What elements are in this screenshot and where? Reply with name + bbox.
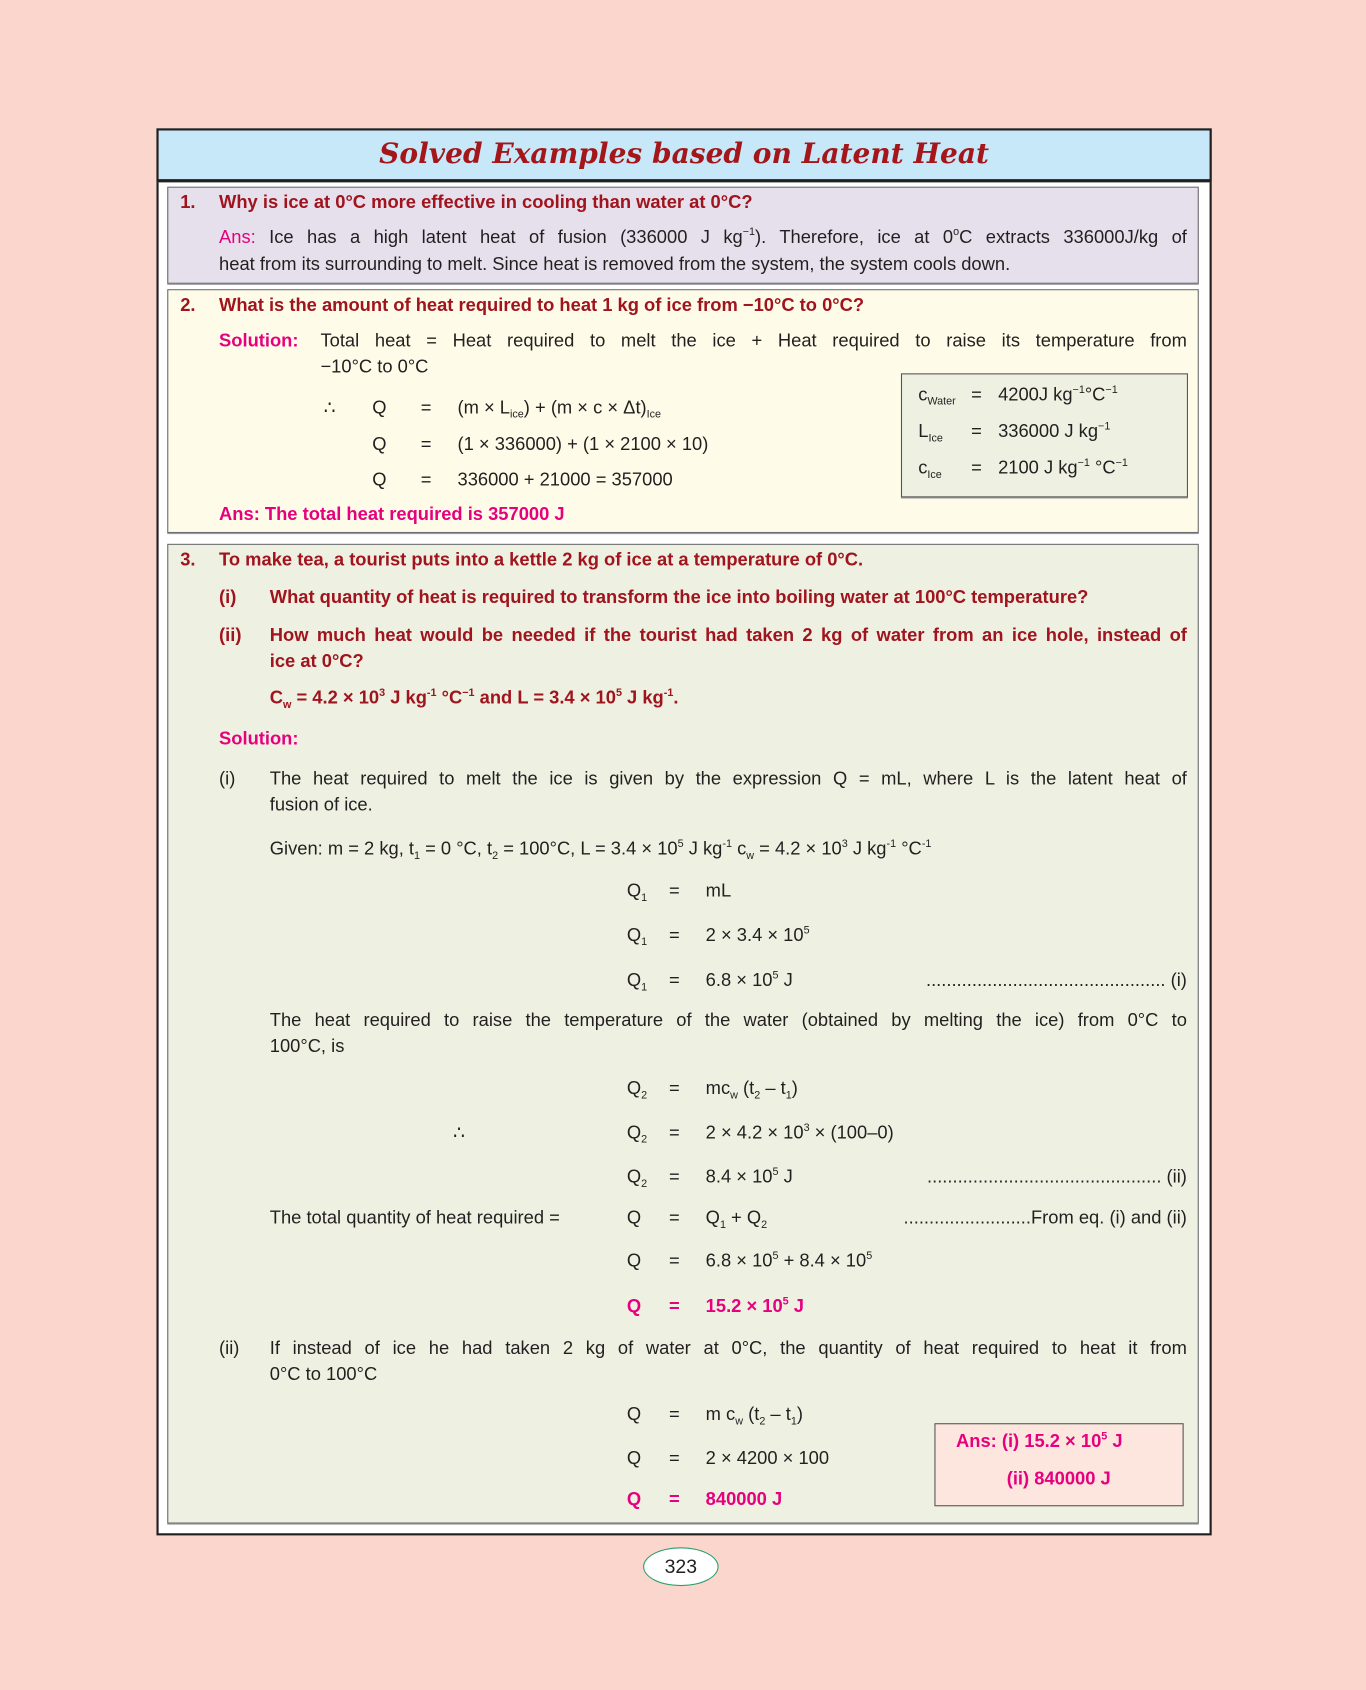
equation-rhs — [706, 1121, 894, 1145]
equation-rhs — [706, 1249, 873, 1273]
text-fragment: J kg — [385, 687, 427, 708]
equation-eq: = — [668, 1489, 680, 1510]
superscript: 3 — [841, 838, 848, 851]
equation-eq: = — [668, 1295, 680, 1317]
text-fragment: heat from its surrounding to melt. Since heat is removed from the system, the system cools down. — [219, 253, 1011, 275]
equation-rhs — [998, 456, 1128, 480]
superscript: 5 — [615, 687, 622, 700]
text-fragment: J — [1107, 1430, 1123, 1452]
superscript: 5 — [772, 1166, 779, 1179]
text-fragment: = 0 °C, t — [420, 838, 493, 859]
equation-lhs — [627, 1165, 647, 1189]
subscript: 2 — [641, 1178, 648, 1191]
text-fragment: Given: m = 2 kg, t — [269, 838, 415, 859]
text-fragment: ). Therefore, ice at 0 — [755, 226, 954, 248]
page-title: Solved Examples based on Latent Heat — [379, 138, 990, 171]
equation-eq: = — [668, 1207, 680, 1228]
superscript: -1 — [426, 687, 437, 700]
equation-reference: .............................................. (ii) — [926, 1166, 1187, 1187]
superscript: 5 — [1101, 1430, 1108, 1443]
text-fragment: Q — [626, 1295, 642, 1317]
text-fragment: Ice has a high latent heat of fusion (336000 J kg — [255, 226, 743, 248]
equation-eq: = — [668, 1403, 680, 1425]
subscript: Ice — [646, 408, 662, 421]
part-ii-line-1 — [270, 1337, 1187, 1361]
text-fragment: L — [918, 420, 929, 442]
equation-rhs — [457, 396, 661, 420]
subscript: 1 — [414, 850, 421, 863]
text-fragment: Total heat = Heat required to melt the ice + Heat required to raise its temperature from — [320, 330, 1187, 351]
text-fragment: °C — [1084, 384, 1106, 405]
equation-rhs — [457, 433, 708, 457]
equation-lhs — [627, 1447, 641, 1471]
text-fragment: 4200J kg — [998, 384, 1073, 405]
subscript: 2 — [641, 1134, 648, 1146]
text-fragment: What is the amount of heat required to heat 1 kg of ice from −10°C to 0°C? — [219, 294, 865, 316]
text-fragment: Why is ice at 0°C more effective in cooling than water at 0°C? — [219, 192, 753, 213]
text-fragment: −10°C to 0°C — [320, 356, 429, 377]
text-fragment: (t — [743, 1403, 760, 1425]
subscript: Ice — [928, 432, 943, 445]
title-band — [156, 128, 1211, 182]
equation-eq: = — [420, 397, 432, 418]
text-fragment: m c — [705, 1403, 736, 1425]
text-fragment: If instead of ice he had taken 2 kg of water at 0°C, the quantity of heat required to heat it from — [269, 1337, 1187, 1359]
answer-box-line-1 — [956, 1430, 1123, 1454]
part-label: (ii) — [219, 1337, 240, 1359]
superscript: −1 — [1072, 384, 1085, 396]
part-ii-line-2 — [270, 1363, 377, 1387]
superscript: 3 — [803, 1122, 810, 1135]
text-fragment: Q — [372, 433, 387, 455]
subscript: 1 — [719, 1219, 726, 1232]
equation-lhs — [918, 456, 942, 480]
text-fragment: 2 × 4.2 × 10 — [705, 1122, 804, 1143]
sub-question-ii-line-2 — [270, 650, 364, 674]
text-fragment: = 4.2 × 10 — [754, 838, 842, 859]
text-fragment: and L = 3.4 × 10 — [474, 687, 616, 708]
equation-eq: = — [668, 1250, 680, 1272]
text-fragment: 15.2 × 10 — [705, 1295, 783, 1317]
text-fragment: 2 × 3.4 × 10 — [705, 924, 804, 946]
text-fragment: Q — [626, 1077, 642, 1099]
text-fragment: – t — [765, 1403, 791, 1425]
text-fragment: = 4.2 × 10 — [291, 687, 380, 708]
equation-eq: = — [668, 1166, 680, 1187]
text-fragment: How much heat would be needed if the tourist had taken 2 kg of water from an ice hole, instead of — [269, 624, 1187, 646]
text-fragment: J kg — [683, 838, 723, 859]
equation-lhs — [372, 433, 386, 457]
therefore-symbol: ∴ — [323, 397, 336, 418]
subscript: w — [730, 1089, 738, 1102]
equation-rhs — [706, 1165, 793, 1189]
superscript: -1 — [722, 838, 732, 851]
part-i-line-1 — [270, 767, 1187, 791]
subscript: Water — [927, 395, 956, 408]
text-fragment: Q — [626, 1122, 642, 1143]
equation-eq: = — [668, 924, 680, 946]
text-fragment: . — [673, 687, 679, 708]
text-fragment: Q — [626, 1489, 642, 1510]
subscript: w — [283, 699, 292, 712]
subscript: 1 — [641, 981, 648, 994]
text-fragment: (ii) 840000 J — [1006, 1468, 1111, 1490]
text-fragment: J — [778, 1166, 793, 1187]
text-fragment: ice at 0°C? — [269, 650, 364, 672]
equation-eq: = — [668, 1122, 680, 1143]
subscript: 2 — [641, 1089, 648, 1102]
example-number: 2. — [180, 294, 196, 316]
part-label: (i) — [219, 768, 236, 789]
solution-label: Solution: — [219, 330, 299, 351]
text-fragment: Q — [626, 1448, 642, 1469]
equation-rhs — [457, 468, 672, 492]
text-fragment: – t — [760, 1077, 786, 1099]
equation-rhs — [706, 1077, 798, 1101]
equation-lhs — [627, 1206, 641, 1230]
therefore-symbol: ∴ — [453, 1122, 465, 1143]
equation-lhs — [627, 1295, 641, 1319]
example-1-question — [219, 191, 752, 215]
equation-eq: = — [668, 880, 680, 901]
superscript: o — [953, 226, 960, 239]
superscript: 5 — [782, 1295, 789, 1308]
text-fragment: ) — [791, 1077, 798, 1099]
example-number: 3. — [180, 549, 196, 570]
example-number: 1. — [180, 192, 196, 213]
subscript: Ice — [927, 469, 942, 482]
equation-rhs — [706, 1488, 783, 1512]
text-fragment: Q — [372, 469, 387, 490]
text-fragment: 6.8 × 10 — [705, 1250, 773, 1272]
text-fragment: °C — [436, 687, 463, 708]
sub-question-label: (ii) — [219, 624, 242, 646]
equation-eq: = — [668, 1077, 680, 1099]
text-fragment: J — [788, 1295, 804, 1317]
solution-line-1 — [320, 329, 1186, 353]
superscript: −1 — [462, 687, 475, 700]
superscript: −1 — [1077, 457, 1090, 470]
example-3-question — [219, 548, 863, 572]
text-fragment: × (100–0) — [809, 1122, 894, 1143]
subscript: w — [735, 1415, 744, 1428]
subscript: w — [746, 850, 755, 863]
equation-lhs — [627, 1403, 641, 1427]
equation-eq: = — [971, 420, 982, 442]
equation-eq: = — [971, 457, 982, 478]
subscript: ice — [509, 408, 524, 421]
equation-lhs — [627, 879, 647, 903]
equation-rhs — [706, 1447, 829, 1471]
text-fragment: Q — [626, 1250, 642, 1272]
text-fragment: 336000 J kg — [998, 420, 1099, 442]
equation-lhs — [372, 468, 386, 492]
text-fragment: c — [918, 384, 928, 405]
total-heat-label: The total quantity of heat required = — [269, 1207, 560, 1228]
example-2-answer: Ans: The total heat required is 357000 J — [219, 503, 565, 525]
superscript: 5 — [772, 1250, 779, 1263]
equation-reference: .........................From eq. (i) and (ii) — [903, 1207, 1187, 1228]
example-2-question — [219, 293, 864, 317]
text-fragment: Q — [705, 1207, 720, 1228]
text-fragment: Q — [626, 1403, 642, 1425]
text-fragment: (1 × 336000) + (1 × 2100 × 10) — [457, 433, 709, 455]
equation-rhs — [706, 879, 731, 903]
text-fragment: c — [731, 838, 747, 859]
equation-rhs — [998, 383, 1118, 407]
superscript: -1 — [663, 687, 674, 700]
text-fragment: (t — [737, 1077, 755, 1099]
equation-rhs — [706, 969, 793, 993]
superscript: 3 — [379, 687, 386, 700]
equation-lhs — [627, 924, 647, 948]
equation-eq: = — [420, 433, 432, 455]
equation-eq: = — [668, 970, 680, 991]
superscript: -1 — [886, 838, 897, 851]
text-fragment: (m × L — [457, 397, 510, 418]
part-i-line-2 — [270, 793, 373, 817]
superscript: 5 — [772, 970, 779, 982]
superscript: 5 — [803, 924, 810, 937]
superscript: 5 — [677, 838, 684, 851]
answer-text — [256, 227, 1187, 248]
superscript: -1 — [921, 838, 932, 851]
subscript: 1 — [641, 892, 648, 905]
text-fragment: J kg — [621, 687, 664, 708]
text-fragment: 0°C to 100°C — [269, 1363, 378, 1385]
superscript: −1 — [742, 226, 756, 239]
text-fragment: °C — [1089, 457, 1116, 478]
paragraph-line-1 — [270, 1009, 1187, 1033]
text-fragment: fusion of ice. — [269, 794, 373, 815]
text-fragment: 840000 J — [705, 1489, 783, 1510]
text-fragment: ) + (m × c × Δt) — [523, 397, 647, 418]
equation-lhs — [627, 1249, 641, 1273]
subscript: 2 — [754, 1089, 761, 1102]
text-fragment: mL — [705, 880, 732, 901]
given-constants — [270, 686, 679, 710]
text-fragment: Q — [626, 880, 642, 901]
text-fragment: °C — [896, 838, 922, 859]
page-number: 323 — [643, 1547, 719, 1586]
text-fragment: J kg — [847, 838, 887, 859]
answer-label: Ans: — [219, 226, 256, 248]
text-fragment: Q — [372, 397, 387, 418]
superscript: 5 — [866, 1250, 873, 1263]
text-fragment: Q — [626, 924, 642, 946]
text-fragment: ) — [796, 1403, 803, 1425]
example-1-answer-line-1 — [219, 226, 1187, 250]
equation-lhs — [918, 383, 956, 407]
text-fragment: C — [269, 687, 284, 708]
text-fragment: 100°C, is — [269, 1035, 345, 1057]
subscript: 1 — [790, 1415, 797, 1428]
text-fragment: To make tea, a tourist puts into a kettle 2 kg of ice at a temperature of 0°C. — [219, 549, 864, 570]
text-fragment: Q — [626, 1207, 642, 1228]
equation-rhs — [706, 1295, 804, 1319]
text-fragment: 2100 J kg — [998, 457, 1078, 478]
superscript: −1 — [1115, 457, 1128, 470]
paragraph-line-2 — [270, 1035, 345, 1059]
equation-lhs — [918, 420, 943, 444]
equation-lhs — [627, 969, 647, 993]
equation-eq: = — [420, 469, 432, 490]
equation-rhs — [706, 1403, 803, 1427]
text-fragment: + 8.4 × 10 — [778, 1250, 867, 1272]
equation-lhs — [627, 1121, 647, 1145]
text-fragment: 8.4 × 10 — [705, 1166, 773, 1187]
superscript: −1 — [1098, 420, 1111, 433]
text-fragment: = 100°C, L = 3.4 × 10 — [498, 838, 678, 859]
solution-line-2 — [320, 355, 428, 379]
answer-box-line-2 — [1007, 1467, 1111, 1491]
subscript: 2 — [761, 1219, 768, 1232]
text-fragment: 336000 + 21000 = 357000 — [457, 469, 673, 490]
text-fragment: Ans: (i) 15.2 × 10 — [955, 1430, 1102, 1452]
equation-rhs — [706, 1206, 767, 1230]
text-fragment: What quantity of heat is required to transform the ice into boiling water at 100°C temperature? — [269, 586, 1089, 608]
given-values — [270, 837, 932, 861]
equation-reference: ............................................... (i) — [925, 970, 1187, 991]
equation-eq: = — [668, 1448, 680, 1469]
equation-lhs — [627, 1077, 647, 1101]
superscript: −1 — [1105, 384, 1118, 396]
equation-lhs — [627, 1488, 641, 1512]
example-1-answer-line-2 — [219, 252, 1010, 276]
sub-question-label: (i) — [219, 586, 237, 608]
equation-rhs — [998, 420, 1110, 444]
text-fragment: 2 × 4200 × 100 — [705, 1448, 830, 1469]
text-fragment: c — [918, 457, 928, 478]
text-fragment: C extracts 336000J/kg of — [959, 226, 1187, 248]
text-fragment: The heat required to raise the temperature of the water (obtained by melting the ice) from 0°C to — [269, 1009, 1187, 1031]
subscript: 1 — [641, 936, 648, 949]
subscript: 2 — [492, 850, 499, 863]
text-fragment: Q — [626, 970, 642, 991]
text-fragment: J — [778, 970, 793, 991]
subscript: 1 — [785, 1089, 792, 1102]
sub-question-i — [270, 586, 1089, 610]
text-fragment: + Q — [725, 1207, 762, 1228]
text-fragment: Q — [626, 1166, 642, 1187]
sub-question-ii-line-1 — [270, 624, 1187, 648]
text-fragment: 6.8 × 10 — [705, 970, 773, 991]
equation-lhs — [372, 396, 386, 420]
solution-label: Solution: — [219, 728, 299, 749]
subscript: 2 — [759, 1415, 766, 1428]
text-fragment: mc — [705, 1077, 731, 1099]
equation-eq: = — [971, 384, 982, 405]
text-fragment: The heat required to melt the ice is given by the expression Q = mL, where L is the latent heat of — [269, 768, 1187, 789]
equation-rhs — [706, 924, 810, 948]
